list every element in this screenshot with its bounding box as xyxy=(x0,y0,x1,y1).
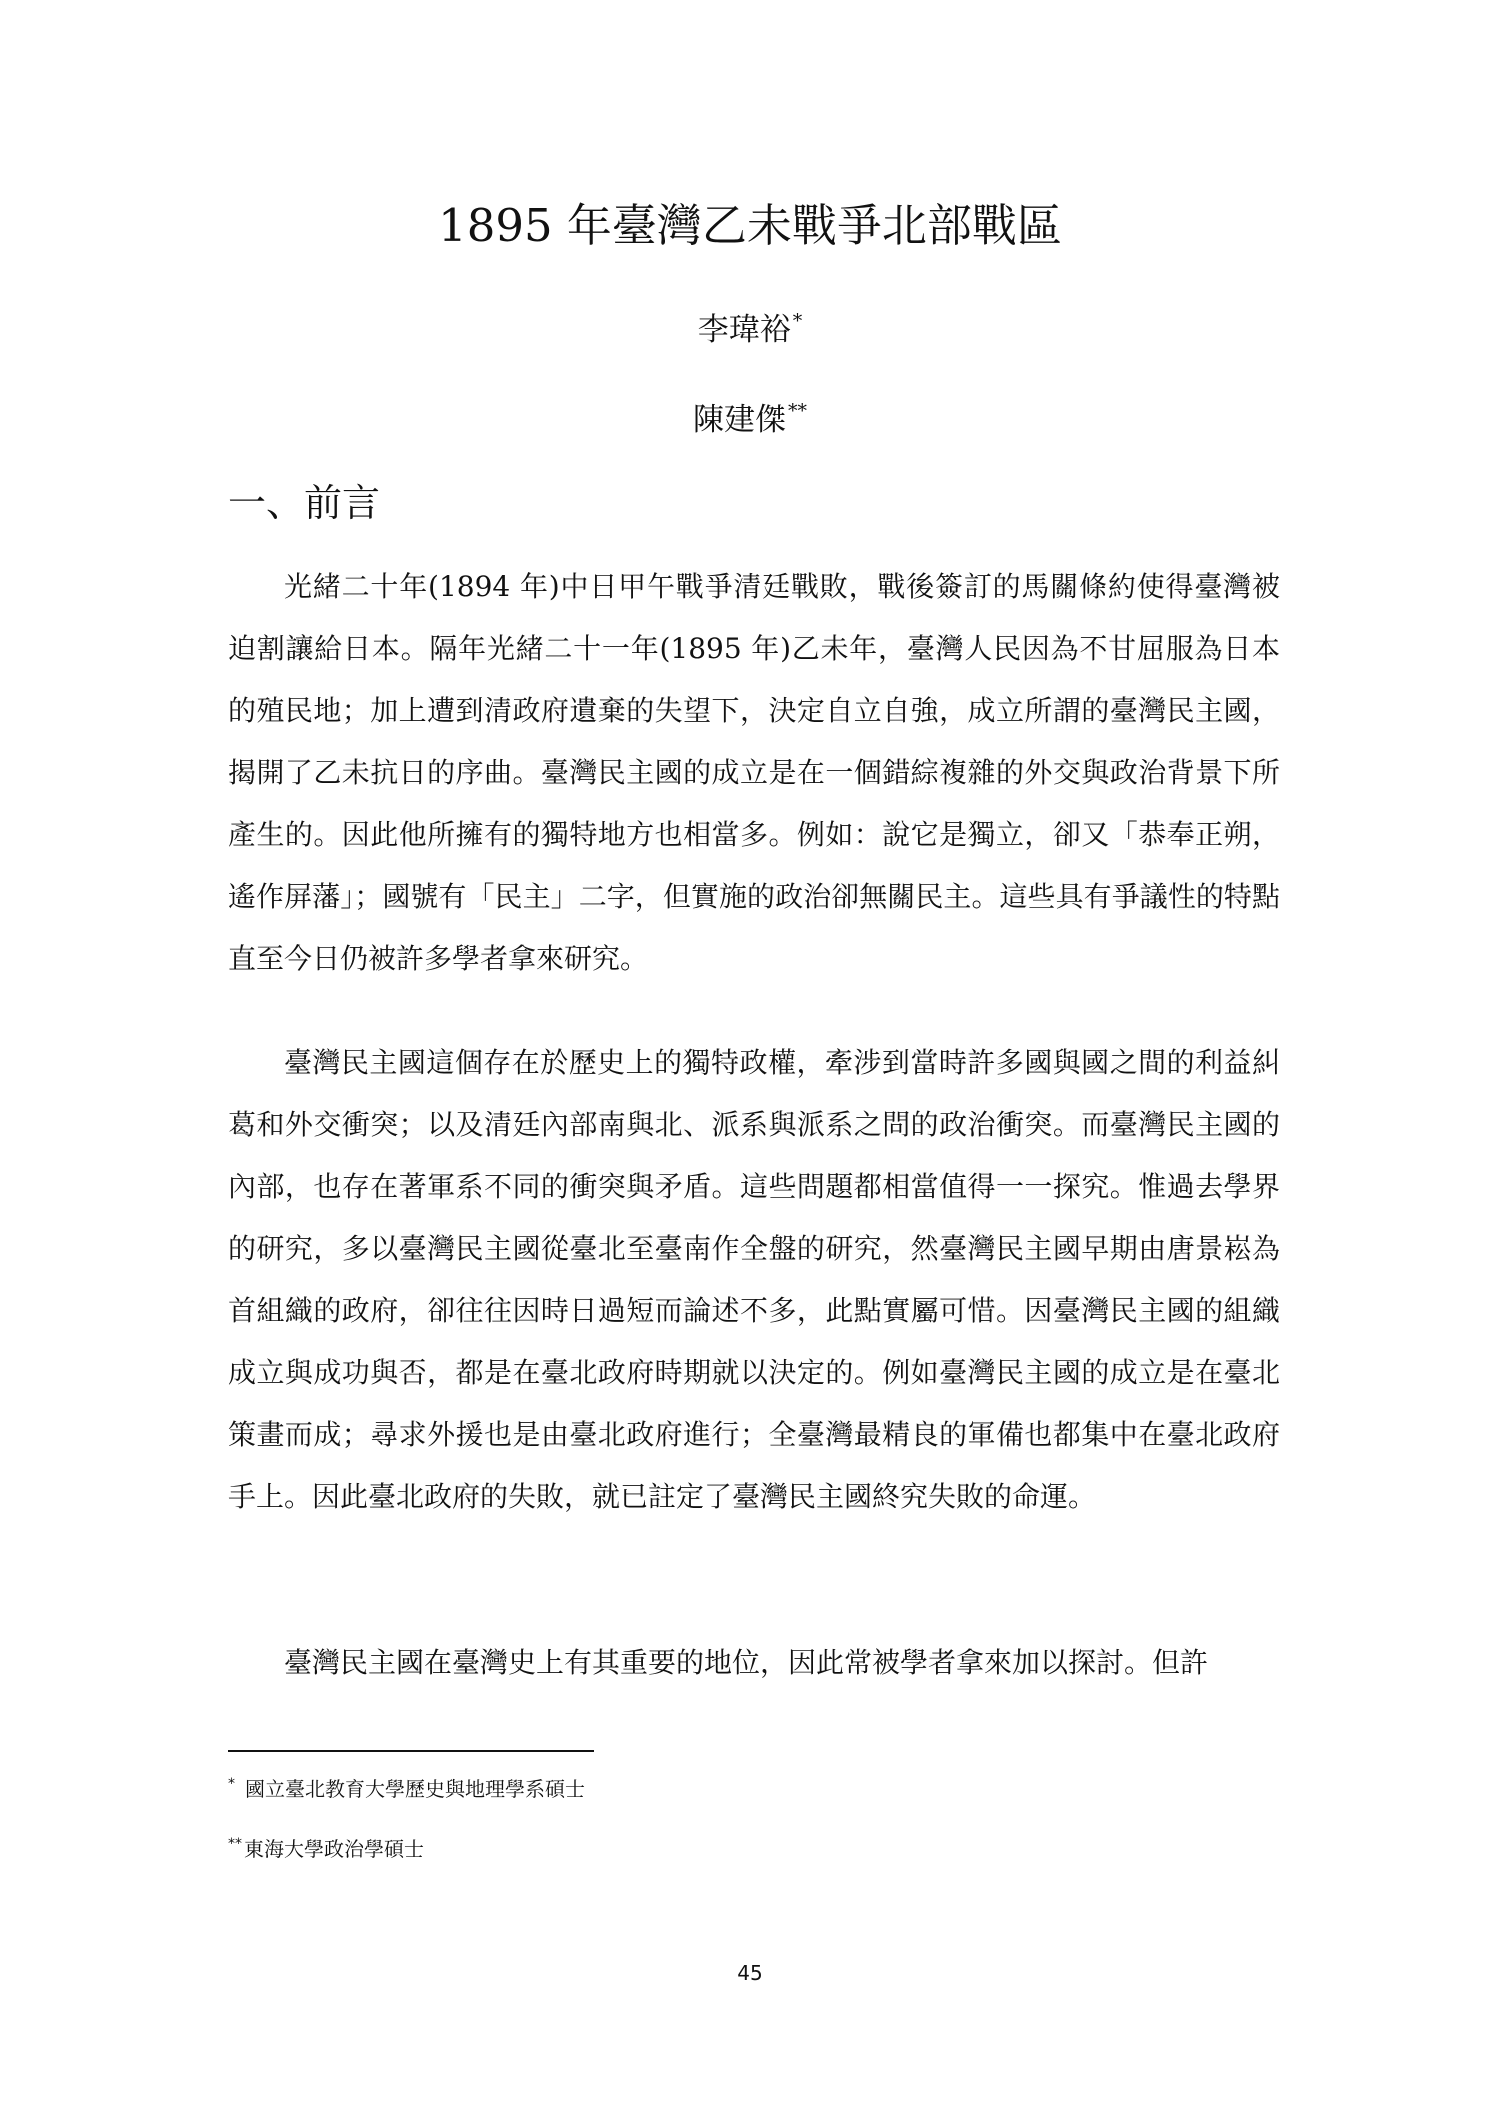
paragraph-1: 光緒二十年(1894 年)中日甲午戰爭清廷戰敗，戰後簽訂的馬關條約使得臺灣被迫割讓給日本。隔年光緒二十一年(1895 年)乙未年，臺灣人民因為不甘屈服為日本的殖民地；加上遭到清政府遺棄的失望下，決定自立自強，成立所謂的臺灣民主國，揭開了乙未抗日的序曲。臺灣民主國的成立是在一個錯綜複雜的外交與政治背景下所產生的。因此他所擁有的獨特地方也相當多。例如：說它是獨立，卻又「恭奉正朔，遙作屏藩」；國號有「民主」二字，但實施的政治卻無關民主。這些具有爭議性的特點直至今日仍被許多學者拿來研究。 xyxy=(228,570,1280,975)
footnote-2 xyxy=(228,1829,424,1864)
footnote-1-text: 國立臺北教育大學歷史與地理學系碩士 xyxy=(245,1777,585,1801)
footnote-1-mark: * xyxy=(228,1776,235,1792)
paper-title: 1895 年臺灣乙未戰爭北部戰區 xyxy=(438,199,1062,252)
author-2 xyxy=(0,389,1500,442)
footnote-separator xyxy=(228,1750,594,1752)
author-2-name: 陳建傑 xyxy=(693,402,786,438)
author-1-footnote-mark[interactable]: * xyxy=(792,310,803,332)
author-1 xyxy=(0,299,1500,352)
author-1-name: 李瑋裕 xyxy=(697,312,791,348)
paragraph-3: 臺灣民主國在臺灣史上有其重要的地位，因此常被學者拿來加以探討。但許 xyxy=(284,1646,1209,1679)
footnote-2-text: 東海大學政治學碩士 xyxy=(244,1837,424,1861)
paragraph-2: 臺灣民主國這個存在於歷史上的獨特政權，牽涉到當時許多國與國之間的利益糾葛和外交衝突；以及清廷內部南與北、派系與派系之問的政治衝突。而臺灣民主國的內部，也存在著軍系不同的衝突與矛盾。這些問題都相當值得一一探究。惟過去學界的研究，多以臺灣民主國從臺北至臺南作全盤的研究，然臺灣民主國早期由唐景崧為首組織的政府，卻往往因時日過短而論述不多，此點實屬可惜。因臺灣民主國的組織成立與成功與否，都是在臺北政府時期就以決定的。例如臺灣民主國的成立是在臺北策畫而成；尋求外援也是由臺北政府進行；全臺灣最精良的軍備也都集中在臺北政府手上。因此臺北政府的失敗，就已註定了臺灣民主國終究失敗的命運。 xyxy=(228,1046,1280,1513)
footnote-2-mark: ** xyxy=(228,1836,242,1852)
section-heading: 一、前言 xyxy=(228,481,381,525)
page-number: 45 xyxy=(737,1961,763,1985)
footnote-1 xyxy=(228,1769,585,1804)
author-2-footnote-mark[interactable]: ** xyxy=(788,400,807,422)
